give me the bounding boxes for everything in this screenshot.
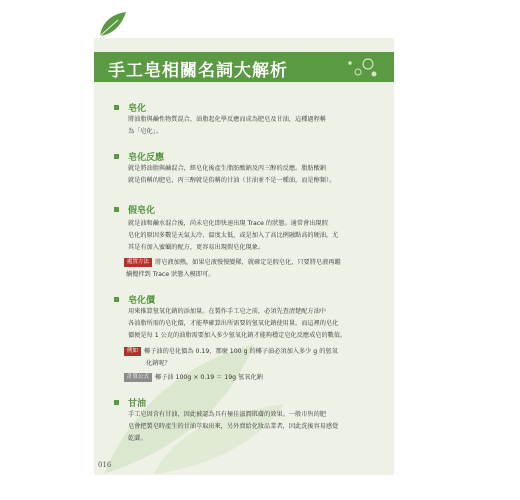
section-body: 手工皂因含有甘油，因此被認為具有極佳滋潤肌膚的效果。一般市售的肥 皂會把製皂時產生的甘油萃取出來，另外賣給化妝品業者，因此洗後容易感覺 乾澀。 [128, 411, 339, 442]
section-body: 用來推算氫氧化鈉的添加量。在製作手工皂之前，必須先查清楚配方油中 各油脂所需的皂化價，才能準確算出所需要的氫氧化鈉使用量。而這裡的皂化 價便是每 1 公克的油脂需要加入多少氫氧化鈉才能夠穩定皂化反應成皂的數值。 [128, 308, 347, 339]
bullet-icon [114, 105, 119, 110]
example-block: 例如 椰子油的皂化價為 0.19，那麼 100 g 的椰子油必須加入多少 g 的氫氧 化鈉呢？ [124, 346, 382, 370]
title-bar [94, 52, 394, 82]
section-heading: 皂化價 [114, 292, 155, 306]
handling-method: 處置方法 將皂液加熱，如果皂液慢慢變稀，就確定是假皂化，只要將皂液再繼 續攪拌到 Trace 狀態入模即可。 [126, 259, 341, 278]
leaf-corner-icon [94, 6, 130, 42]
section-heading: 皂化反應 [114, 149, 164, 163]
bullet-icon [114, 400, 119, 405]
page-number: 016 [98, 461, 112, 469]
bullet-icon [114, 297, 119, 302]
example-tag: 例如 [124, 347, 141, 356]
page-title: 手工皂相關名詞大解析 [108, 61, 288, 81]
bullet-icon [114, 207, 119, 212]
bubbles-icon [340, 56, 380, 80]
section-heading: 甘油 [114, 395, 146, 409]
section-heading: 假皂化 [114, 202, 155, 216]
bullet-icon [114, 154, 119, 159]
section-body: 就是油和鹼水混合後，尚未皂化即快速出現 Trace 的狀態。通常會出現假 皂化的原因多數是天氣太冷、溫度太低，或是加入了高比例融點高的硬油，尤 其是有加入蜜蠟的配方，更容易出現假皂化現象。 [128, 220, 339, 251]
formula-tag: 計算公式 [124, 373, 152, 382]
section-heading: 皂化 [114, 100, 146, 114]
handling-tag: 處置方法 [124, 258, 152, 267]
formula-block: 計算公式 椰子油 100g × 0.19 ＝ 19g 氫氧化鈉 [124, 372, 382, 384]
page-panel [94, 38, 394, 475]
section-body: 就是將油脂與鹼混合，經皂化後產生脂肪酸鈉及丙三醇的反應。脂肪酸鈉 就是俗稱的肥皂，丙三醇就是俗稱的甘油（甘油並不是一種油，而是醇類）。 [128, 165, 336, 184]
section-body: 將油脂與鹼性物質混合，油脂起化學反應而成為肥皂及甘油，這種過程稱 為「皂化」。 [128, 116, 326, 135]
